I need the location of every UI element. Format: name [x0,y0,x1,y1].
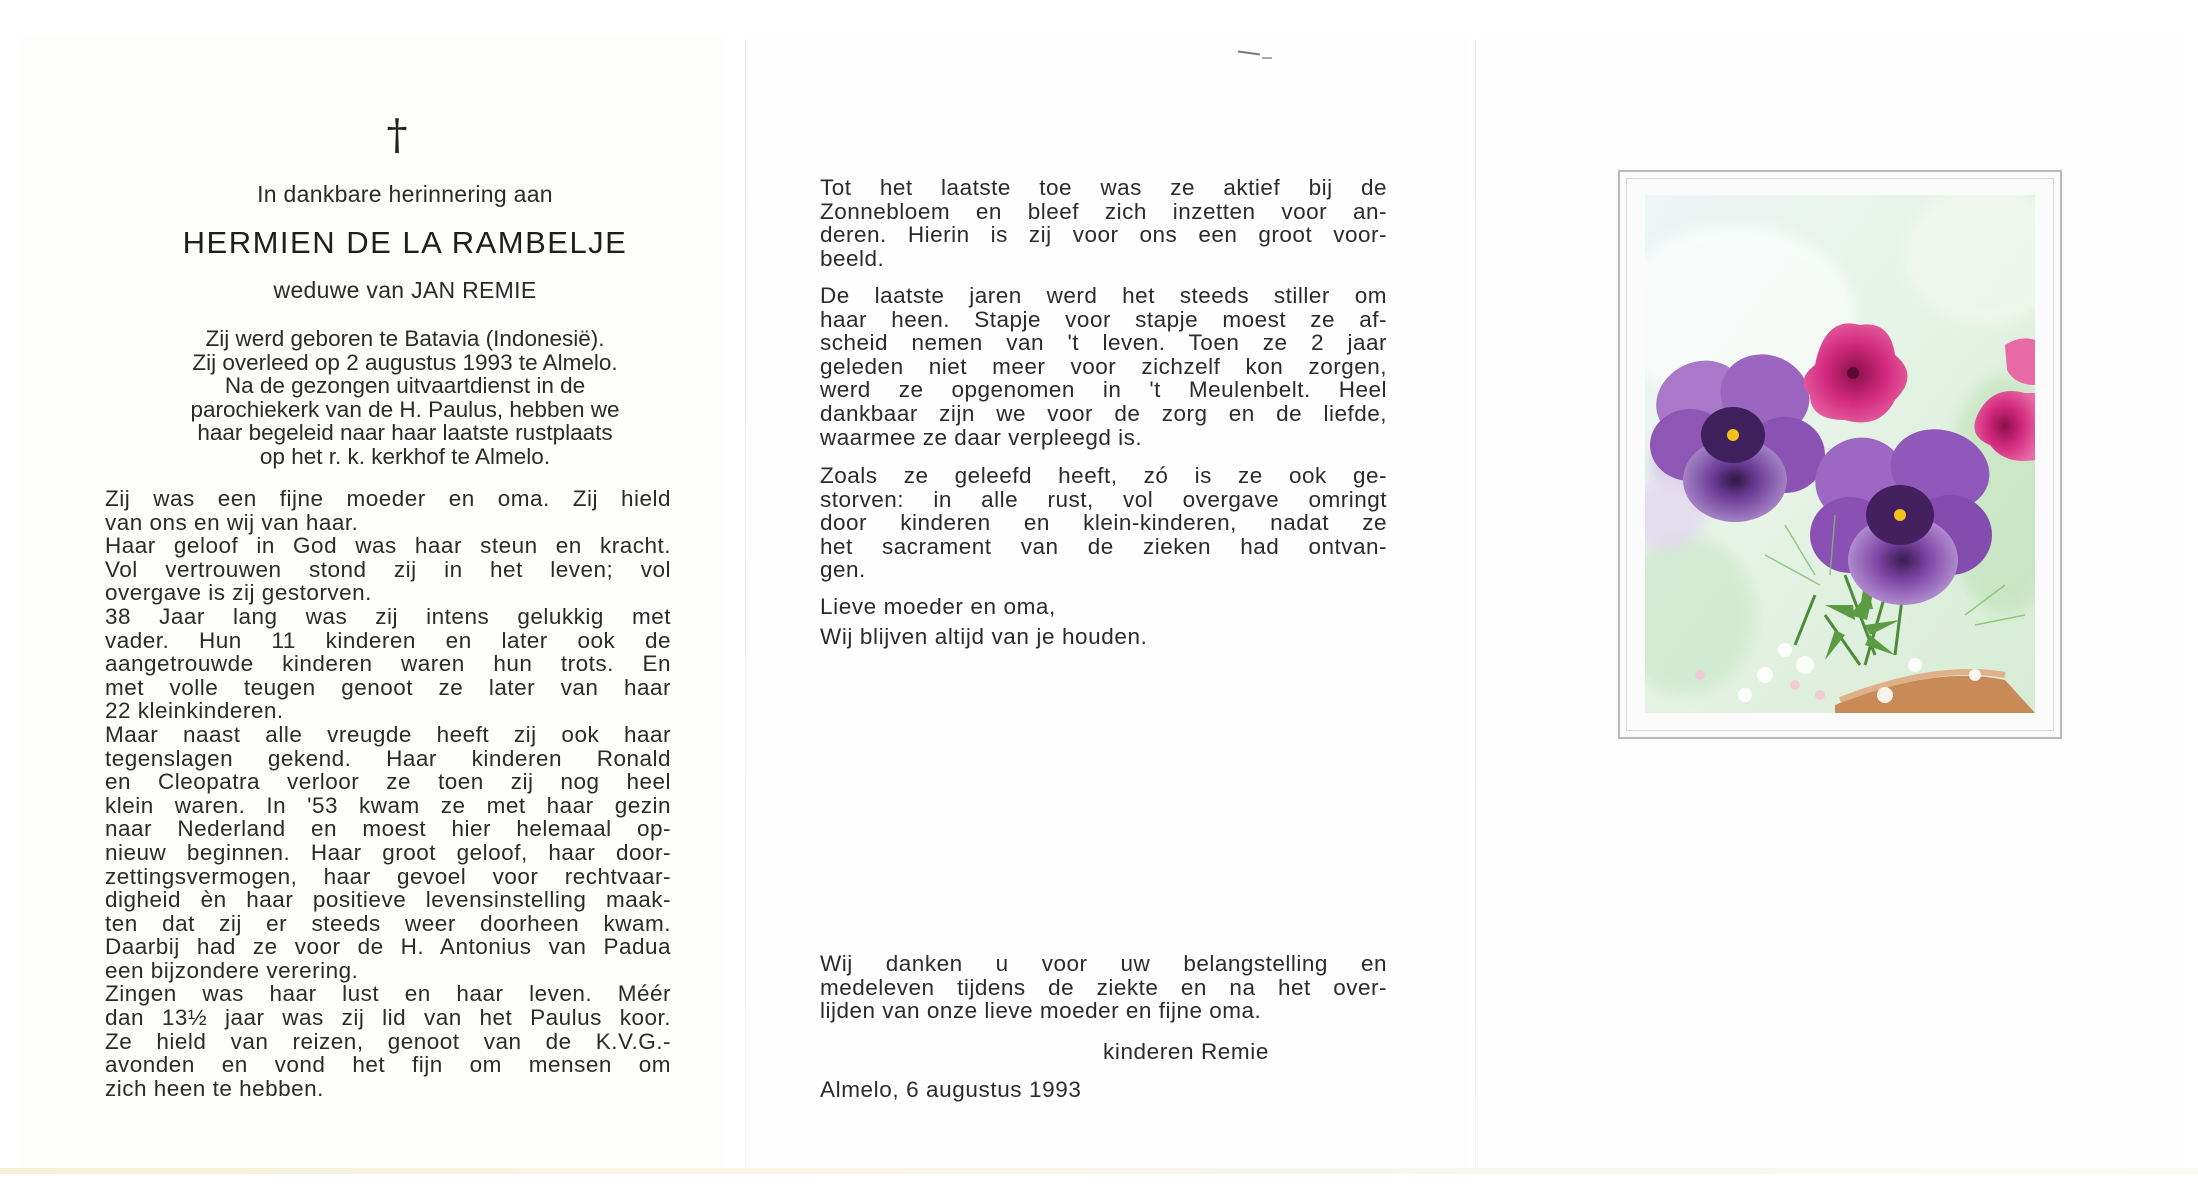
story-line: naar Nederland en moest hier helemaal op- [105,816,671,842]
fold-line-left [745,40,746,1170]
thanks-paragraph [820,952,1387,1023]
paragraph-line: werd ze opgenomen in 't Meulenbelt. Heel [820,377,1387,403]
paragraph-line: Wij danken u voor uw belangstelling en [820,951,1387,976]
story-line: dan 13½ jaar was zij lid van het Paulus koor. [105,1005,671,1031]
paragraph-line: gen. [820,557,866,583]
story-line: Zingen was haar lust en haar leven. Méér [105,981,671,1007]
closing-line-2: Wij blijven altijd van je houden. [820,624,1148,649]
middle-paragraph-3 [820,464,1387,582]
paragraph-line: storven: in alle rust, vol overgave omringt [820,486,1387,512]
paper-speck [1262,57,1272,59]
bio-line: parochiekerk van de H. Paulus, hebben we [190,396,620,422]
story-line: van ons en wij van haar. [105,509,359,535]
story-line: zich heen te hebben. [105,1075,324,1101]
cross-icon: † [386,110,408,159]
signature: kinderen Remie [1103,1039,1269,1064]
middle-paragraph-1 [820,176,1387,270]
place-date: Almelo, 6 augustus 1993 [820,1077,1082,1102]
paragraph-line: haar heen. Stapje voor stapje moest ze af- [820,306,1387,332]
paragraph-line: lijden van onze lieve moeder en fijne oma. [820,998,1262,1024]
bio-line: Zij overleed op 2 augustus 1993 te Almelo. [192,349,618,375]
pansy-flowers-image [1645,195,2035,713]
story-line: Haar geloof in God was haar steun en kracht. [105,533,671,559]
bio-line: op het r. k. kerkhof te Almelo. [259,443,551,469]
bio-line: Zij werd geboren te Batavia (Indonesië). [205,326,605,351]
paper-bottom-edge [0,1168,2198,1174]
paragraph-line: geleden niet meer voor zichzelf kon zorgen, [820,353,1387,379]
bio-line: haar begeleid naar haar laatste rustplaats [197,420,613,446]
story-line: Ze hield van reizen, genoot van de K.V.G.- [105,1028,671,1054]
story-line: Zij was een fijne moeder en oma. Zij hield [105,486,671,511]
paragraph-line: scheid nemen van 't leven. Toen ze 2 jaar [820,330,1387,356]
paragraph-line: waarmee ze daar verpleegd is. [820,424,1143,450]
story-line: met volle teugen genoot ze later van haar [105,674,671,700]
story-line: nieuw beginnen. Haar groot geloof, haar door- [105,839,671,865]
story-line: avonden en vond het fijn om mensen om [105,1052,671,1078]
deceased-name: HERMIEN DE LA RAMBELJE [182,225,628,260]
flower-photo [1645,195,2035,713]
bio-line: Na de gezongen uitvaartdienst in de [224,373,586,399]
paragraph-line: Zoals ze geleefd heeft, zó is ze ook ge- [820,463,1387,488]
paragraph-line: door kinderen en klein-kinderen, nadat ze [820,510,1387,536]
widow-of-line: weduwe van JAN REMIE [273,277,537,303]
story-line: digheid èn haar positieve levensinstelling maak- [105,887,671,913]
bio-block [105,327,705,469]
paragraph-line: De laatste jaren werd het steeds stiller om [820,283,1387,308]
fold-line-right [1475,40,1476,1170]
story-line: Vol vertrouwen stond zij in het leven; vol [105,556,671,582]
paragraph-line: beeld. [820,245,885,271]
story-line: ten dat zij er steeds weer doorheen kwam. [105,910,671,936]
paragraph-line: deren. Hierin is zij voor ons een groot voor- [820,222,1387,248]
life-story [105,487,671,1100]
story-line: Daarbij had ze voor de H. Antonius van Padua [105,934,671,960]
intro-line: In dankbare herinnering aan [257,181,553,207]
paragraph-line: Tot het laatste toe was ze aktief bij de [820,175,1387,200]
paragraph-line: dankbaar zijn we voor de zorg en de liefde, [820,400,1387,426]
story-line: tegenslagen gekend. Haar kinderen Ronald [105,745,671,771]
story-line: een bijzondere verering. [105,957,359,983]
story-line: vader. Hun 11 kinderen en later ook de [105,627,671,653]
middle-paragraph-2 [820,284,1387,449]
story-line: klein waren. In '53 kwam ze met haar gezin [105,792,671,818]
closing-line-1: Lieve moeder en oma, [820,594,1056,619]
paragraph-line: het sacrament van de zieken had ontvan- [820,533,1387,559]
story-line: en Cleopatra verloor ze toen zij nog heel [105,769,671,795]
paragraph-line: medeleven tijdens de ziekte en na het over- [820,974,1387,1000]
story-line: 22 kleinkinderen. [105,698,284,724]
story-line: Maar naast alle vreugde heeft zij ook haar [105,721,671,747]
story-line: aangetrouwde kinderen waren hun trots. En [105,651,671,677]
paragraph-line: Zonnebloem en bleef zich inzetten voor an- [820,198,1387,224]
story-line: overgave is zij gestorven. [105,580,372,606]
story-line: zettingsvermogen, haar gevoel voor rechtvaar- [105,863,671,889]
story-line: 38 Jaar lang was zij intens gelukkig met [105,603,671,629]
